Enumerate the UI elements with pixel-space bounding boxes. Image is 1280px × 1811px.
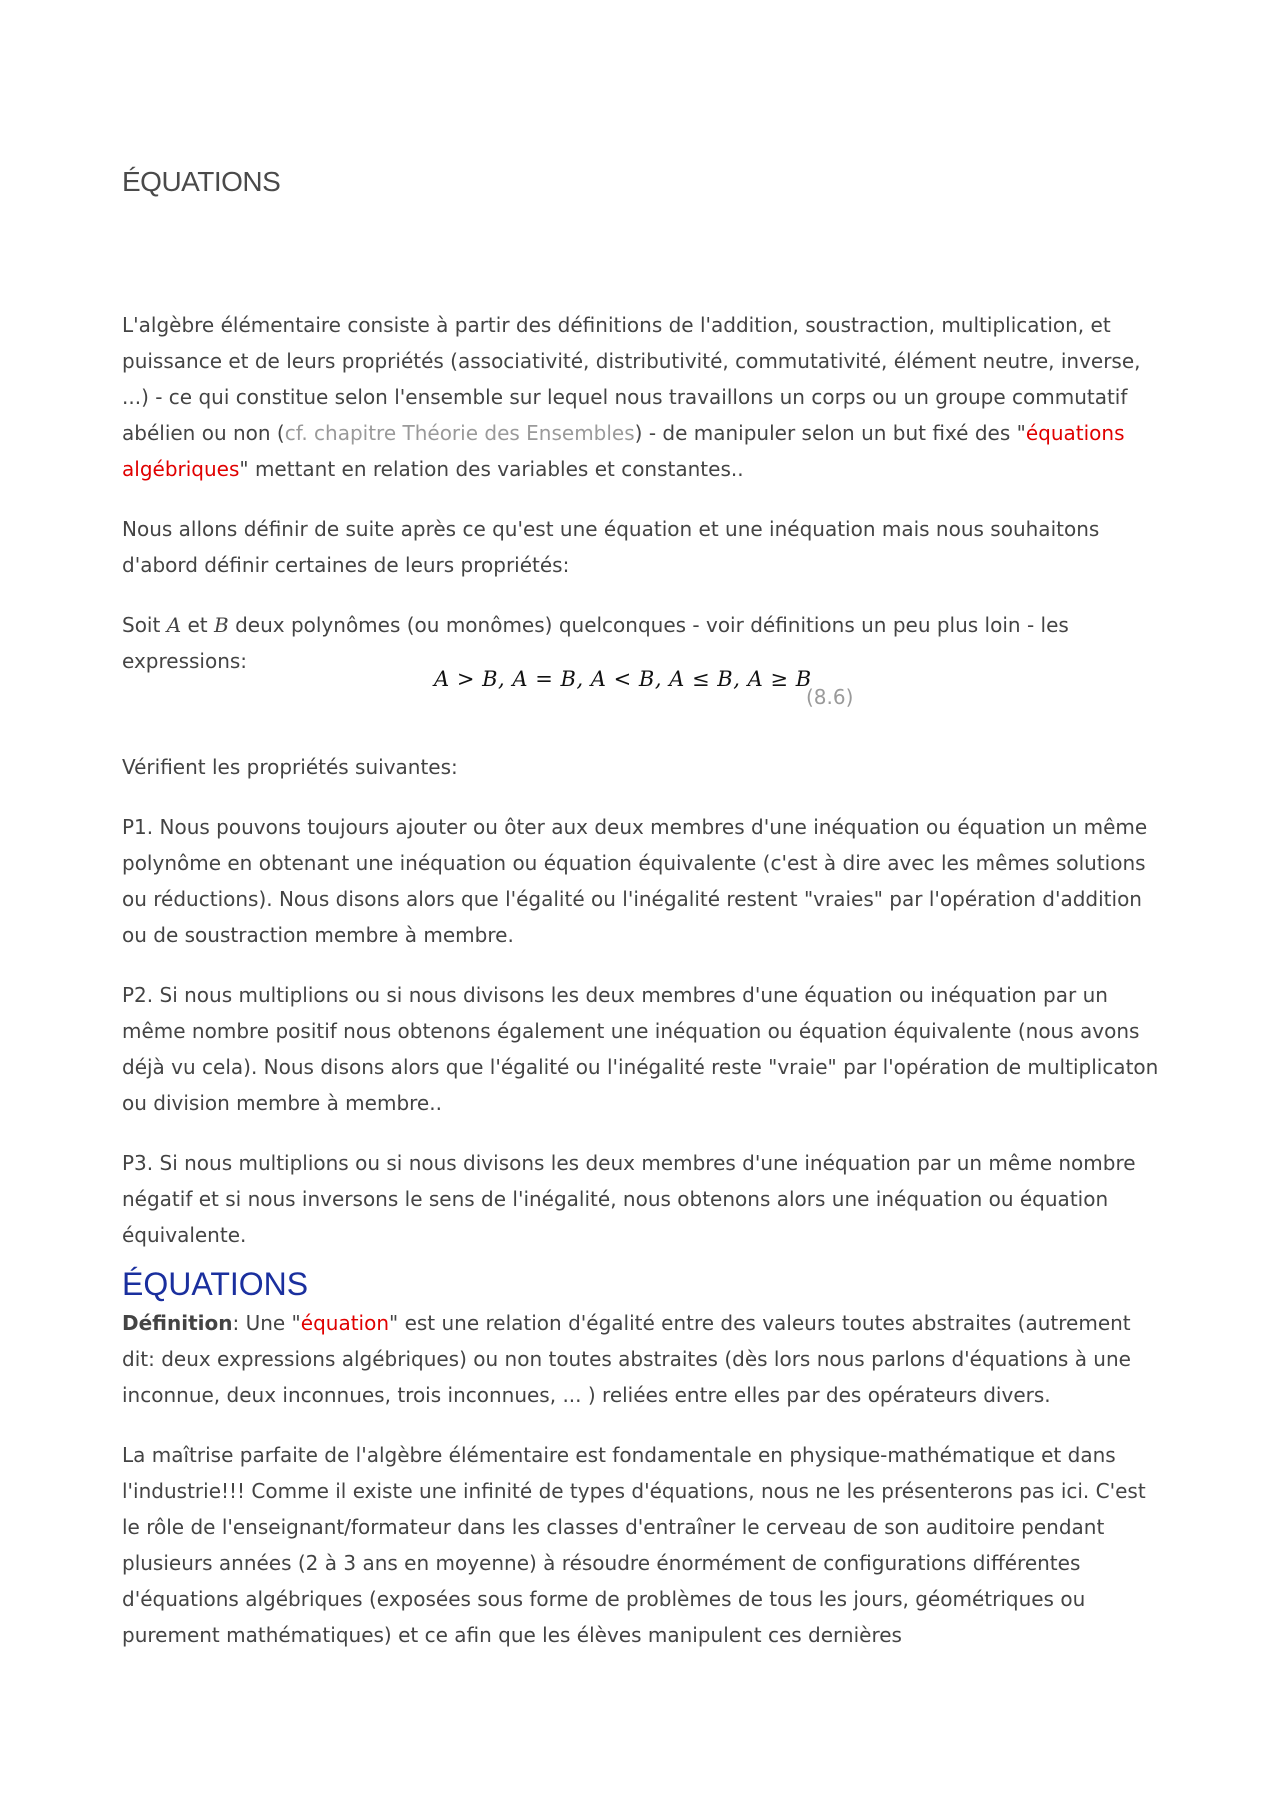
property-p3: P3. Si nous multiplions ou si nous divisons les deux membres d'une inéquation par un même nombre négatif et si nous inversons le sens de l'inégalité, nous obtenons alors une inéquation ou équation équivalente. — [122, 1151, 1136, 1247]
variable-a: A — [166, 613, 182, 637]
poly-text-c: deux polynômes (ou monômes) quelconques - voir définitions un peu plus loin - les expressions: — [122, 613, 1069, 673]
intro-paragraph — [122, 307, 1162, 487]
equation-link[interactable]: équation — [300, 1311, 390, 1335]
set-theory-link[interactable]: cf. chapitre Théorie des Ensembles — [284, 421, 635, 445]
intro-text-a: L'algèbre élémentaire consiste à partir des définitions de l'addition, soustraction, multiplication, et puissance et de leurs propriétés (associativité, distributivité, commutativité, élément neutre, inverse, ...) - ce qui constitue selon l'ensemble sur lequel nous travaillons un corps ou un groupe commutatif abélien ou non ( — [122, 313, 1141, 445]
algebraic-equations-link[interactable]: équations algébriques — [122, 421, 1125, 481]
properties-lead: Vérifient les propriétés suivantes: — [122, 755, 458, 779]
definition-colon: : Une " — [232, 1311, 301, 1335]
property-p2: P2. Si nous multiplions ou si nous divisons les deux membres d'une équation ou inéquation par un même nombre positif nous obtenons également une inéquation ou équation équivalente (nous avons déjà vu cela). Nous disons alors que l'égalité ou l'inégalité reste "vraie" par l'opération de multiplicaton ou division membre à membre.. — [122, 983, 1159, 1115]
definition-paragraph — [122, 1305, 1162, 1413]
mastery-paragraph: La maîtrise parfaite de l'algèbre élémentaire est fondamentale en physique-mathématique et dans l'industrie!!! Comme il existe une infinité de types d'équations, nous ne les présenterons pas ici. C'est le rôle de l'enseignant/formateur dans les classes d'entraîner le cerveau de son auditoire pendant plusieurs années (2 à 3 ans en moyenne) à résoudre énormément de configurations différentes d'équations algébriques (exposées sous forme de problèmes de tous les jours, géométriques ou purement mathématiques) et ce afin que les élèves manipulent ces dernières — [122, 1443, 1146, 1647]
definition-text: " est une relation d'égalité entre des valeurs toutes abstraites (autrement dit: deux expressions algébriques) ou non toutes abstraites (dès lors nous parlons d'équations à une inconnue, deux inconnues, trois inconnues, ... ) reliées entre elles par des opérateurs divers. — [122, 1311, 1131, 1407]
property-p1: P1. Nous pouvons toujours ajouter ou ôter aux deux membres d'une inéquation ou équation un même polynôme en obtenant une inéquation ou équation équivalente (c'est à dire avec les mêmes solutions ou réductions). Nous disons alors que l'égalité ou l'inégalité restent "vraies" par l'opération d'addition ou de soustraction membre à membre. — [122, 815, 1148, 947]
section-heading: ÉQUATIONS — [122, 1266, 309, 1302]
content-body — [122, 307, 1162, 1677]
properties-intro-paragraph: Nous allons définir de suite après ce qu'est une équation et une inéquation mais nous souhaitons d'abord définir certaines de leurs propriétés: — [122, 517, 1100, 577]
definition-label: Définition — [122, 1311, 233, 1335]
poly-text-a: Soit — [122, 613, 167, 637]
intro-text-c: " mettant en relation des variables et constantes.. — [239, 457, 744, 481]
variable-b: B — [214, 613, 229, 637]
page-title: ÉQUATIONS — [122, 166, 281, 197]
equation-number: (8.6) — [806, 685, 854, 709]
poly-text-b: et — [181, 613, 215, 637]
intro-text-b: ) - de manipuler selon un but fixé des " — [634, 421, 1026, 445]
inequality-formula: A > B, A = B, A < B, A ≤ B, A ≥ B — [434, 667, 812, 691]
formula-row — [122, 669, 1162, 721]
